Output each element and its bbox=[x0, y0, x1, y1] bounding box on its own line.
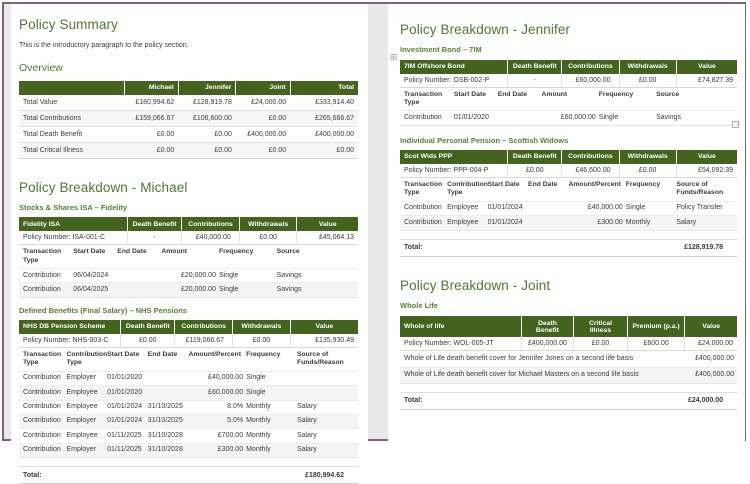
table-move-handle-icon[interactable]: ⊞ bbox=[389, 53, 398, 63]
cell: 31/10/2028 bbox=[148, 443, 189, 457]
cell bbox=[297, 371, 358, 385]
table-title: Whole of life bbox=[400, 316, 521, 337]
column-header: Withdrawals bbox=[233, 320, 291, 334]
column-header: Amount bbox=[161, 245, 219, 268]
breakdown-michael-heading: Policy Breakdown - Michael bbox=[19, 179, 188, 195]
column-header: Withdrawals bbox=[619, 60, 676, 74]
total-value: £24,000.00 bbox=[687, 397, 723, 405]
total-label: Total: bbox=[404, 244, 423, 252]
overview-heading: Overview bbox=[19, 61, 63, 74]
cell: £128,919.78 bbox=[178, 95, 236, 111]
cell: Monthly bbox=[246, 443, 297, 457]
cell bbox=[148, 386, 189, 400]
policy-number-row bbox=[400, 164, 737, 178]
cell: Contribution bbox=[400, 111, 454, 125]
transaction-row bbox=[19, 371, 358, 385]
column-header: Death Benefit bbox=[121, 320, 175, 334]
cell: Monthly bbox=[246, 400, 297, 414]
column-header: Frequency bbox=[599, 88, 656, 111]
cell: £400,000.00 bbox=[236, 126, 290, 142]
cell: Contribution bbox=[19, 371, 66, 385]
cell: Savings bbox=[277, 283, 358, 297]
policy-number-row bbox=[19, 231, 358, 245]
cell: Employee bbox=[66, 386, 107, 400]
cell: £24,000.00 bbox=[236, 95, 290, 111]
column-header: Source bbox=[656, 88, 737, 111]
column-header: Frequency bbox=[246, 348, 297, 371]
cell: Contribution bbox=[19, 386, 66, 400]
cell bbox=[297, 386, 358, 400]
policy-number-row bbox=[400, 337, 737, 351]
column-header: Start Date bbox=[107, 348, 148, 371]
column-header: Frequency bbox=[219, 245, 277, 268]
cell: Single bbox=[246, 371, 297, 385]
column-header: Withdrawals bbox=[239, 217, 297, 231]
transactions-header-row bbox=[19, 348, 358, 371]
transaction-row bbox=[19, 414, 358, 428]
column-header: Total bbox=[290, 81, 358, 95]
cell: £265,666.67 bbox=[290, 110, 358, 126]
cell: £400,000.00 bbox=[290, 126, 358, 142]
cell: £400,000.00 bbox=[521, 337, 573, 351]
table-title: Fidelity ISA bbox=[19, 217, 127, 231]
policy-summary-table bbox=[19, 217, 358, 245]
cell: Contribution bbox=[400, 216, 447, 230]
column-header bbox=[19, 81, 124, 95]
column-header: Amount/Percent bbox=[188, 348, 246, 371]
table-title: 7IM Offshore Bond bbox=[400, 60, 508, 74]
joint-total-row bbox=[400, 392, 737, 410]
michael-total-row bbox=[19, 466, 358, 484]
cell: 01/01/2024 bbox=[488, 216, 528, 230]
cell: £20,000.00 bbox=[161, 269, 219, 283]
column-header: Start Date bbox=[454, 88, 498, 111]
column-header: Value bbox=[297, 217, 358, 231]
cell: £0.00 bbox=[236, 142, 290, 158]
cell: 01/01/2020 bbox=[107, 371, 148, 385]
cell: 5.0% bbox=[188, 414, 246, 428]
cell: £333,914.40 bbox=[290, 95, 358, 111]
cell: Single bbox=[219, 269, 277, 283]
cell: £106,600.00 bbox=[178, 110, 236, 126]
transaction-row bbox=[19, 386, 358, 400]
transaction-row bbox=[400, 111, 737, 125]
cell: £700.00 bbox=[188, 429, 246, 443]
column-header: Amount/Percent bbox=[568, 178, 625, 201]
transaction-row bbox=[19, 400, 358, 414]
cell: Salary bbox=[297, 414, 358, 428]
cell: Contribution bbox=[19, 443, 66, 457]
cell: 01/01/2024 bbox=[107, 414, 148, 428]
column-header: Value bbox=[676, 60, 737, 74]
cell: £0.00 bbox=[178, 142, 236, 158]
transactions-table bbox=[19, 245, 358, 298]
table-row bbox=[19, 142, 358, 158]
cell: 06/04/2024 bbox=[73, 269, 117, 283]
column-header: Value bbox=[685, 316, 737, 337]
cell: Single bbox=[599, 111, 656, 125]
cell: £24,000.00 bbox=[685, 337, 737, 351]
offshore-bond-table bbox=[400, 60, 737, 126]
total-value: £180,994.62 bbox=[305, 471, 344, 479]
column-header: Withdrawals bbox=[619, 150, 676, 164]
cell: Employee bbox=[66, 400, 107, 414]
cell: Contribution bbox=[19, 283, 73, 297]
cell: 01/11/2025 bbox=[107, 429, 148, 443]
cell: Policy Transfer bbox=[676, 201, 737, 215]
policy-number: Policy Number: ISA-001-C bbox=[19, 231, 127, 245]
column-header: Frequency bbox=[626, 178, 677, 201]
table-row bbox=[19, 95, 358, 111]
document-page-2 bbox=[388, 4, 745, 441]
column-header: Start Date bbox=[488, 178, 528, 201]
transactions-table bbox=[19, 348, 358, 458]
cell: 01/01/2024 bbox=[488, 201, 528, 215]
transaction-row bbox=[400, 201, 737, 215]
column-header: End Date bbox=[117, 245, 161, 268]
row-label: Total Death Benefit bbox=[19, 126, 124, 142]
column-header: Death Benefit bbox=[521, 316, 573, 337]
transaction-row bbox=[400, 216, 737, 230]
cell: £0.00 bbox=[239, 231, 297, 245]
cell: Contribution bbox=[400, 201, 447, 215]
column-header: Transaction Type bbox=[400, 178, 447, 201]
cell: £119,066.67 bbox=[175, 334, 233, 348]
policy-summary-table bbox=[400, 60, 737, 88]
document-page-1 bbox=[11, 4, 368, 479]
cell: 01/01/2024 bbox=[107, 400, 148, 414]
column-header: Contributions bbox=[182, 217, 240, 231]
policy-number-row bbox=[400, 74, 737, 88]
cell bbox=[498, 111, 542, 125]
cell: £60,000.00 bbox=[542, 111, 599, 125]
cell: Monthly bbox=[626, 216, 677, 230]
cell: £300.00 bbox=[568, 216, 625, 230]
policy-number: Policy Number: WOL-005-JT bbox=[400, 337, 521, 351]
fidelity-subheading: Stocks & Shares ISA – Fidelity bbox=[19, 203, 128, 213]
bond-subheading: Investment Bond – 7IM bbox=[400, 44, 482, 54]
table-header-row bbox=[400, 316, 737, 337]
transactions-header-row bbox=[400, 178, 737, 201]
cell: 06/04/2025 bbox=[73, 283, 117, 297]
column-header: Value bbox=[676, 150, 737, 164]
cell: 8.0% bbox=[188, 400, 246, 414]
cell: £300.00 bbox=[188, 443, 246, 457]
whole-life-subheading: Whole Life bbox=[400, 301, 438, 311]
transaction-row bbox=[19, 269, 358, 283]
cell: £54,092.39 bbox=[676, 164, 737, 178]
cell: - bbox=[508, 74, 562, 88]
cell: £0.00 bbox=[290, 142, 358, 158]
cell: £46,600.00 bbox=[562, 164, 619, 178]
cell: 01/01/2020 bbox=[454, 111, 498, 125]
table-title: Scot Wids PPP bbox=[400, 150, 508, 164]
pension-subheading: Individual Personal Pension – Scottish Widows bbox=[400, 135, 569, 145]
column-header: Source of Funds/Reason bbox=[297, 348, 358, 371]
cell: £74,827.39 bbox=[676, 74, 737, 88]
cell: Monthly bbox=[246, 429, 297, 443]
table-header-row bbox=[19, 320, 358, 334]
cover-row bbox=[400, 367, 737, 383]
cell: Contribution bbox=[19, 269, 73, 283]
column-header: End Date bbox=[528, 178, 568, 201]
cell: £0.00 bbox=[124, 142, 178, 158]
cell: £40,000.00 bbox=[568, 201, 625, 215]
cell: £0.00 bbox=[574, 337, 628, 351]
cell: Employee bbox=[447, 216, 487, 230]
column-header: Contribution Type bbox=[447, 178, 487, 201]
table-row bbox=[19, 126, 358, 142]
cell: 01/11/2025 bbox=[107, 443, 148, 457]
transactions-table bbox=[400, 88, 737, 126]
cell: Savings bbox=[656, 111, 737, 125]
cell: £0.00 bbox=[619, 74, 676, 88]
cover-value: £400,000.00 bbox=[685, 367, 737, 383]
column-header: Michael bbox=[124, 81, 178, 95]
cell: £60,000.00 bbox=[562, 74, 619, 88]
cell bbox=[117, 283, 161, 297]
cell: 31/10/2025 bbox=[148, 414, 189, 428]
cell: £159,066.67 bbox=[124, 110, 178, 126]
transaction-row bbox=[19, 283, 358, 297]
cell: £45,064.13 bbox=[297, 231, 358, 245]
column-header: Jennifer bbox=[178, 81, 236, 95]
cell: £0.00 bbox=[124, 126, 178, 142]
policy-number-row bbox=[19, 334, 358, 348]
cell: Employee bbox=[447, 201, 487, 215]
total-value: £128,919.78 bbox=[684, 244, 723, 252]
table-title: NHS DB Pension Scheme bbox=[19, 320, 121, 334]
transactions-header-row bbox=[400, 88, 737, 111]
overview-table bbox=[19, 81, 358, 159]
column-header: End Date bbox=[148, 348, 189, 371]
row-label: Total Contributions bbox=[19, 110, 124, 126]
cell: Employer bbox=[66, 414, 107, 428]
jennifer-total-row bbox=[400, 239, 737, 257]
cell: Single bbox=[246, 386, 297, 400]
cell: Salary bbox=[297, 429, 358, 443]
cell: 31/10/2025 bbox=[148, 400, 189, 414]
row-label: Total Value bbox=[19, 95, 124, 111]
page-title: Policy Summary bbox=[19, 17, 118, 32]
cell: Monthly bbox=[246, 414, 297, 428]
table-resize-handle-icon[interactable] bbox=[732, 121, 739, 128]
whole-life-table bbox=[400, 316, 737, 410]
table-header-row bbox=[400, 150, 737, 164]
cell: Employee bbox=[66, 429, 107, 443]
nhs-subheading: Defined Benefits (Final Salary) – NHS Pensions bbox=[19, 305, 187, 315]
column-header: Contributions bbox=[562, 60, 619, 74]
column-header: Death Benefit bbox=[127, 217, 181, 231]
cell: Salary bbox=[676, 216, 737, 230]
column-header: Transaction Type bbox=[19, 245, 73, 268]
policy-number: Policy Number: NHS-003-C bbox=[19, 334, 121, 348]
column-header: Transaction Type bbox=[400, 88, 454, 111]
cell: £0.00 bbox=[233, 334, 291, 348]
cell: £0.00 bbox=[508, 164, 562, 178]
cell: Single bbox=[626, 201, 677, 215]
column-header: Joint bbox=[236, 81, 290, 95]
cell: £20,000.00 bbox=[161, 283, 219, 297]
column-header: Critical Illness bbox=[574, 316, 628, 337]
breakdown-jennifer-heading: Policy Breakdown - Jennifer bbox=[400, 22, 571, 37]
cover-description: Whole of Life death benefit cover for Jennifer Jones on a second life basis bbox=[400, 351, 685, 367]
transaction-row bbox=[19, 429, 358, 443]
nhs-pension-table bbox=[19, 320, 358, 484]
cell: Contribution bbox=[19, 400, 66, 414]
column-header: Source bbox=[277, 245, 358, 268]
column-header: Amount bbox=[542, 88, 599, 111]
cell: Contribution bbox=[19, 429, 66, 443]
policy-number: Policy Number: OSB-002-P bbox=[400, 74, 508, 88]
column-header: Death Benefit bbox=[508, 60, 562, 74]
cell bbox=[528, 216, 568, 230]
row-label: Total Critical Illness bbox=[19, 142, 124, 158]
table-row bbox=[19, 110, 358, 126]
table-header-row bbox=[19, 217, 358, 231]
cell: Savings bbox=[277, 269, 358, 283]
cell: Employer bbox=[66, 371, 107, 385]
cell: 01/01/2020 bbox=[107, 386, 148, 400]
fidelity-isa-table bbox=[19, 217, 358, 298]
intro-paragraph: This is the introductory paragraph to the policy section. bbox=[19, 41, 189, 49]
cell: Salary bbox=[297, 443, 358, 457]
column-header: Premium (p.a.) bbox=[627, 316, 684, 337]
cell: £0.00 bbox=[619, 164, 676, 178]
cell: £135,930.49 bbox=[290, 334, 358, 348]
cell: £0.00 bbox=[121, 334, 175, 348]
table-header-row bbox=[19, 81, 358, 95]
cell: £60,000.00 bbox=[188, 386, 246, 400]
cover-description: Whole of Life death benefit cover for Michael Masters on a second life basis bbox=[400, 367, 685, 383]
cell: Employer bbox=[66, 443, 107, 457]
column-header: Contributions bbox=[562, 150, 619, 164]
policy-summary-table bbox=[400, 316, 737, 384]
cell: £0.00 bbox=[178, 126, 236, 142]
cell bbox=[117, 269, 161, 283]
column-header: Source of Funds/Reason bbox=[676, 178, 737, 201]
cell: £180,994.62 bbox=[124, 95, 178, 111]
breakdown-joint-heading: Policy Breakdown - Joint bbox=[400, 277, 551, 293]
transactions-table bbox=[400, 178, 737, 231]
cell bbox=[148, 371, 189, 385]
cell: £40,000.00 bbox=[182, 231, 240, 245]
cell bbox=[528, 201, 568, 215]
cell: £600.00 bbox=[627, 337, 684, 351]
column-header: Contribution Type bbox=[66, 348, 107, 371]
cell: - bbox=[127, 231, 181, 245]
table-header-row bbox=[400, 60, 737, 74]
cell: 31/10/2028 bbox=[148, 429, 189, 443]
column-header: Start Date bbox=[73, 245, 117, 268]
cell: Salary bbox=[297, 400, 358, 414]
cover-row bbox=[400, 351, 737, 367]
cell: £0.00 bbox=[236, 110, 290, 126]
policy-summary-table bbox=[19, 320, 358, 348]
transaction-row bbox=[19, 443, 358, 457]
total-label: Total: bbox=[404, 397, 423, 405]
policy-number: Policy Number: PPP-004-P bbox=[400, 164, 508, 178]
policy-summary-table bbox=[400, 150, 737, 178]
column-header: Transaction Type bbox=[19, 348, 66, 371]
column-header: Contributions bbox=[175, 320, 233, 334]
transactions-header-row bbox=[19, 245, 358, 268]
cell: £40,000.00 bbox=[188, 371, 246, 385]
cover-value: £400,000.00 bbox=[685, 351, 737, 367]
cell: Single bbox=[219, 283, 277, 297]
cell: Contribution bbox=[19, 414, 66, 428]
column-header: Value bbox=[290, 320, 358, 334]
column-header: End Date bbox=[498, 88, 542, 111]
scottish-widows-table bbox=[400, 150, 737, 257]
column-header: Death Benefit bbox=[508, 150, 562, 164]
total-label: Total: bbox=[23, 471, 42, 479]
